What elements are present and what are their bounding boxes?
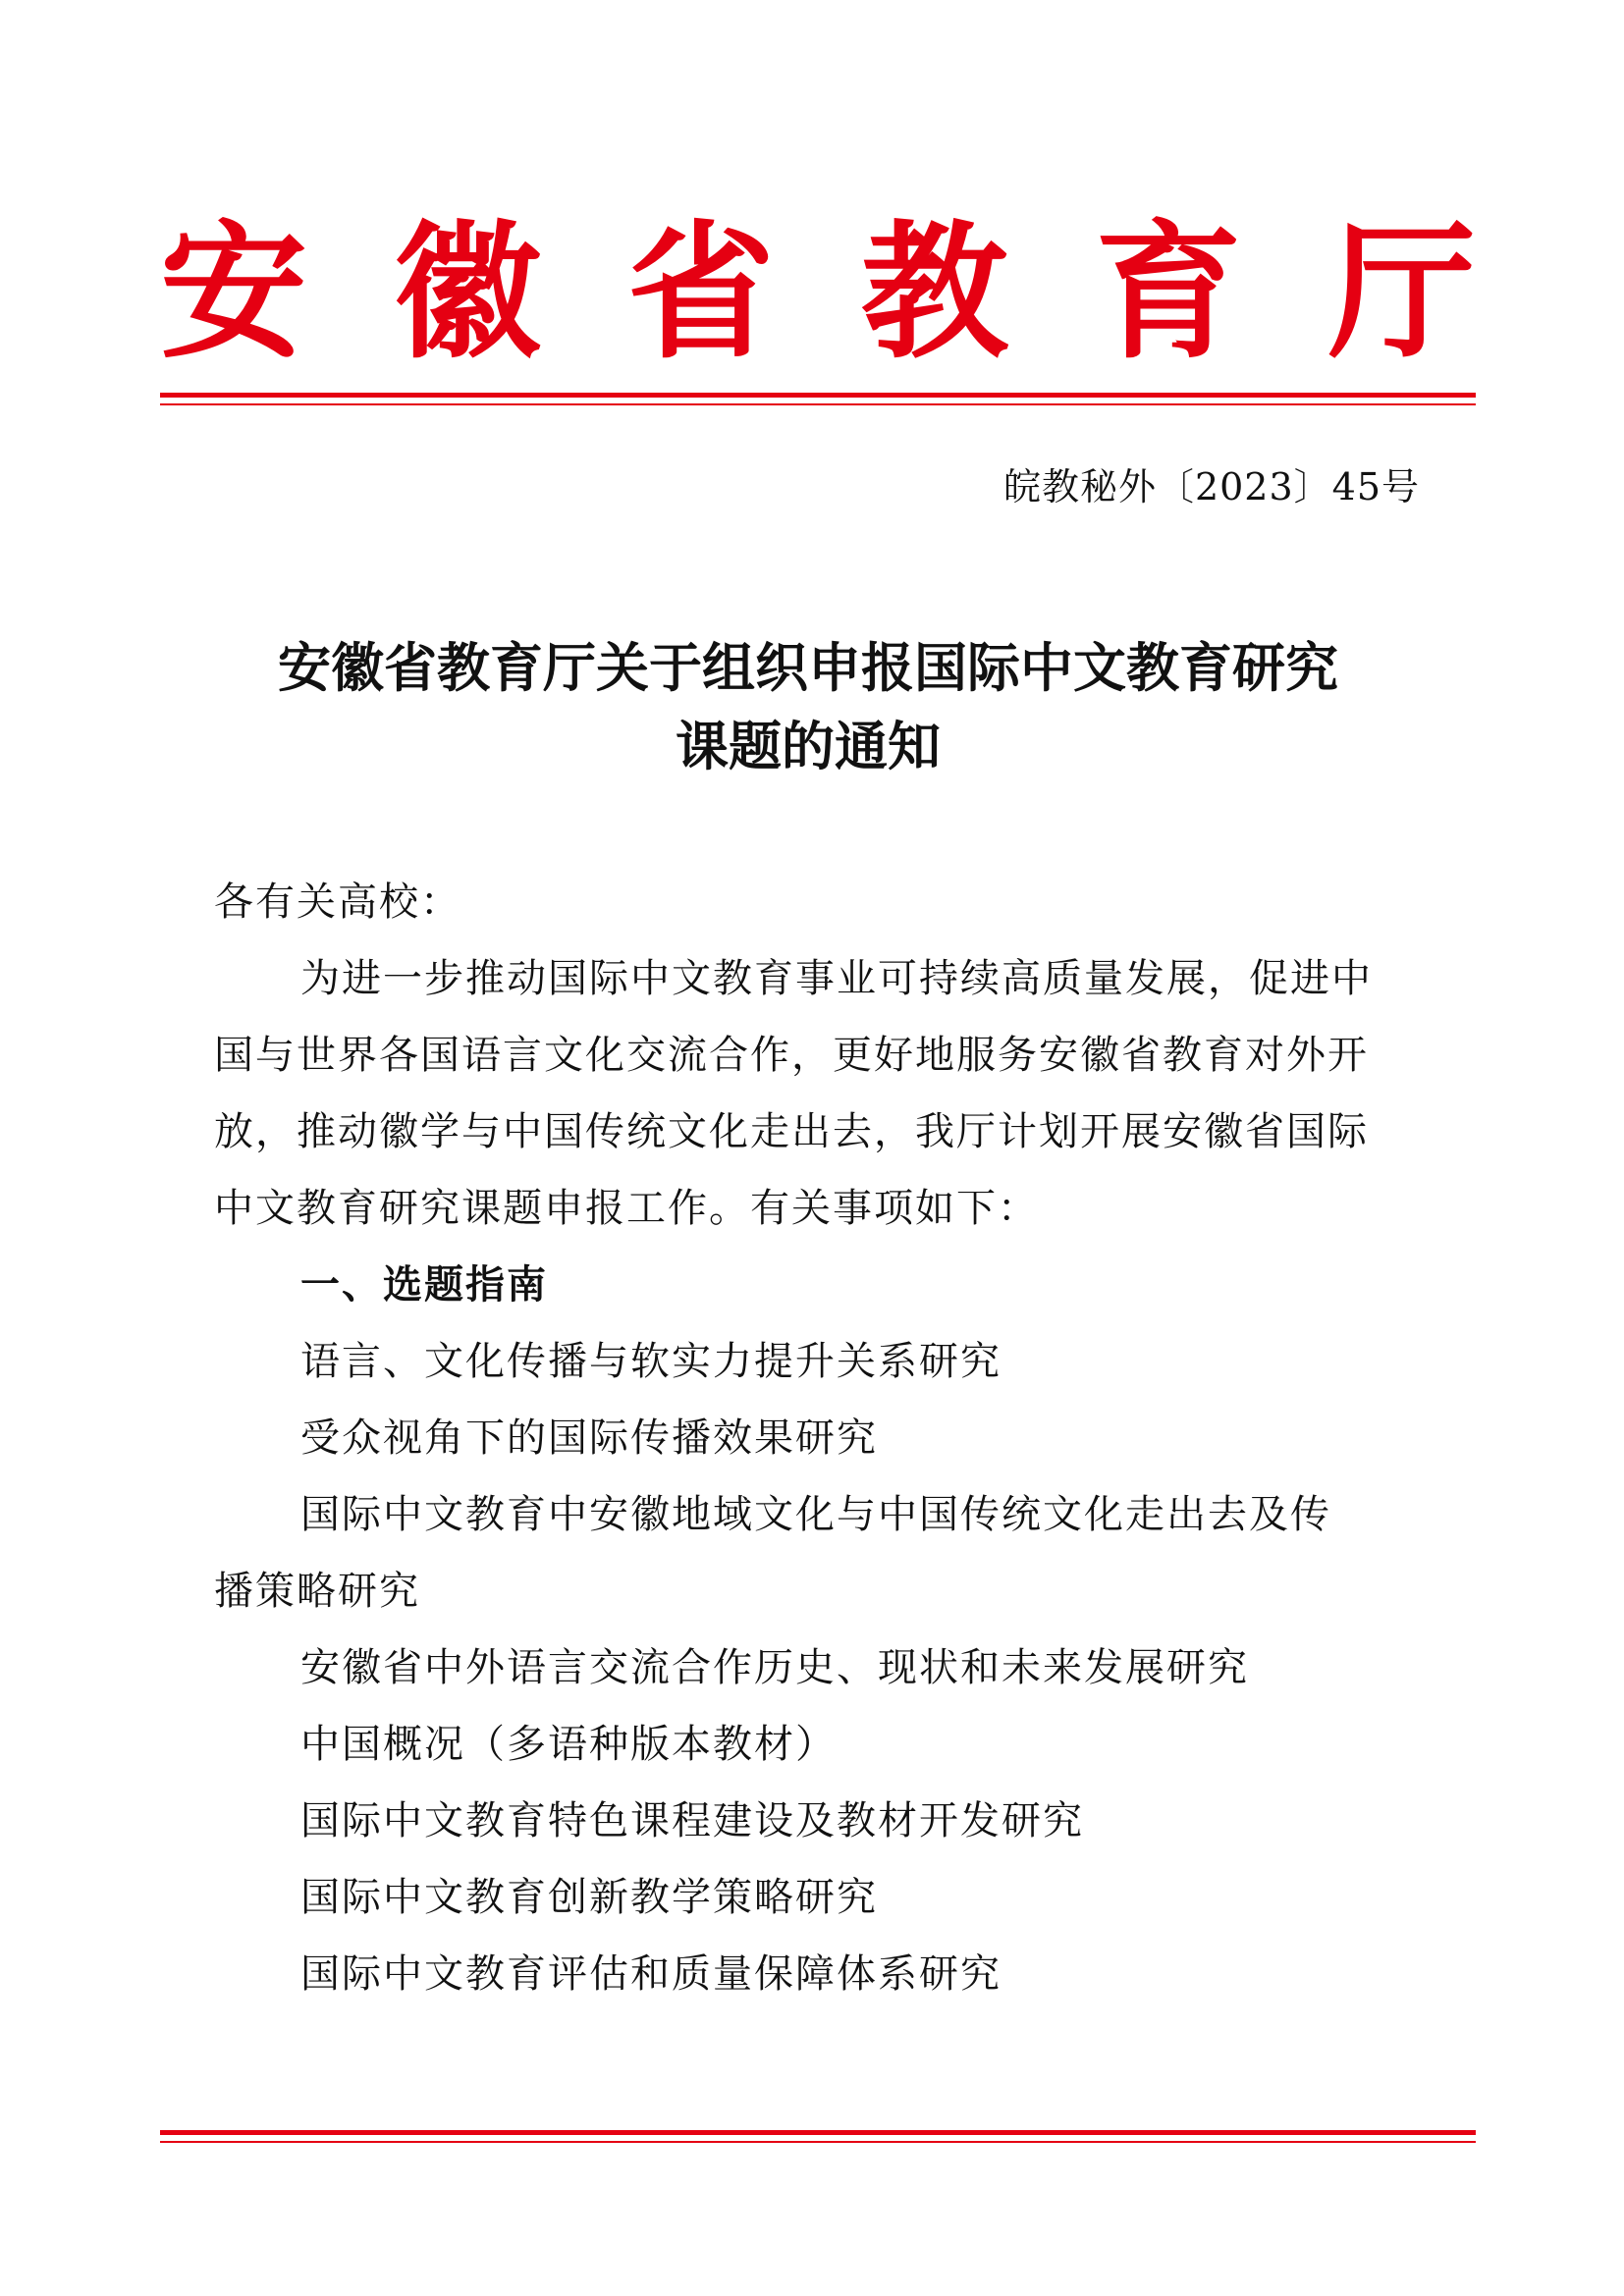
masthead-title [160, 206, 1477, 379]
intro-line-3: 放，推动徽学与中国传统文化走出去，我厅计划开展安徽省国际 [214, 1109, 1369, 1154]
masthead-char: 育 [1095, 206, 1243, 379]
intro-line-4: 中文教育研究课题申报工作。有关事项如下： [214, 1186, 1039, 1231]
intro-line-1: 为进一步推动国际中文教育事业可持续高质量发展，促进中 [300, 956, 1373, 1001]
document-number: 皖教秘外〔2023〕45号 [1002, 465, 1420, 508]
topic-item: 受众视角下的国际传播效果研究 [300, 1415, 878, 1461]
topic-item: 国际中文教育评估和质量保障体系研究 [300, 1951, 1001, 1997]
rule-thick-line [160, 2130, 1476, 2135]
salutation: 各有关高校： [214, 880, 461, 925]
topic-item: 国际中文教育特色课程建设及教材开发研究 [300, 1798, 1084, 1843]
topic-item: 语言、文化传播与软实力提升关系研究 [300, 1339, 1001, 1384]
masthead-char: 厅 [1328, 206, 1477, 379]
topic-item-continuation: 播策略研究 [214, 1569, 420, 1614]
topic-item: 中国概况（多语种版本教材） [300, 1722, 837, 1767]
section-heading: 一、选题指南 [300, 1261, 548, 1308]
masthead-separator-rule [160, 393, 1476, 405]
document-body [214, 864, 1422, 2012]
title-line-1: 安徽省教育厅关于组织申报国际中文教育研究 [278, 636, 1338, 699]
intro-line-2: 国与世界各国语言文化交流合作，更好地服务安徽省教育对外开 [214, 1033, 1369, 1078]
topic-item: 安徽省中外语言交流合作历史、现状和未来发展研究 [300, 1645, 1249, 1690]
document-title [160, 628, 1456, 785]
topic-item: 国际中文教育创新教学策略研究 [300, 1875, 878, 1920]
topic-item: 国际中文教育中安徽地域文化与中国传统文化走出去及传 [300, 1492, 1331, 1537]
footer-separator-rule [160, 2130, 1476, 2143]
masthead-char: 教 [861, 206, 1009, 379]
title-line-2: 课题的通知 [676, 715, 941, 777]
masthead-char: 省 [627, 206, 776, 379]
rule-thin-line [160, 403, 1476, 405]
masthead-char: 徽 [394, 206, 542, 379]
rule-thick-line [160, 393, 1476, 398]
rule-thin-line [160, 2141, 1476, 2143]
masthead-char: 安 [160, 206, 308, 379]
